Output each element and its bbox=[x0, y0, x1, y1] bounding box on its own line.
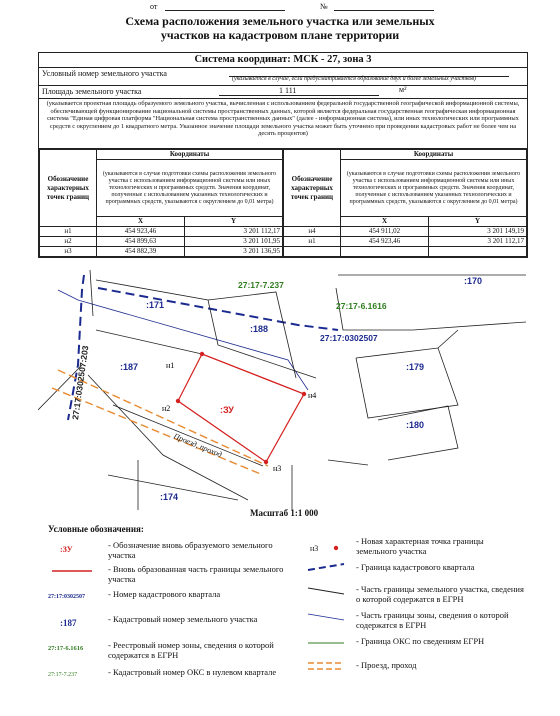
parcel-174: :174 bbox=[160, 492, 179, 502]
legend-zu-symbol: :ЗУ bbox=[60, 545, 73, 554]
col-point-header-right: Обозначение характерных точек границ bbox=[284, 150, 341, 227]
col-point-header: Обозначение характерных точек границ bbox=[40, 150, 97, 227]
coord-system: Система координат: МСК - 27, зона 3 bbox=[39, 53, 527, 68]
road-label: Проезд, проход bbox=[172, 431, 224, 460]
table-row: н2 454 899,63 3 201 101,95 bbox=[40, 237, 283, 247]
legend-point-symbol: н3 bbox=[310, 544, 319, 553]
from-label: от bbox=[150, 2, 158, 11]
table-row: н1 454 923,46 3 201 112,17 bbox=[284, 237, 527, 247]
col-y-header-right: Y bbox=[429, 217, 527, 227]
legend-new-boundary-text: - Вновь образованная часть границы земельного участка bbox=[108, 564, 284, 584]
col-x-header: X bbox=[97, 217, 185, 227]
page-title bbox=[0, 14, 560, 42]
parcel-171: :171 bbox=[146, 300, 165, 310]
legend-oks-boundary-text: - Граница ОКС по сведениям ЕГРН bbox=[356, 636, 485, 646]
area-value: 1 111 bbox=[279, 86, 297, 95]
legend-point-icon bbox=[324, 540, 344, 560]
oks-label: 27:17-7.237 bbox=[238, 280, 284, 290]
parcel-180: :180 bbox=[406, 420, 425, 430]
area-unit: м² bbox=[399, 85, 407, 94]
point-n3 bbox=[264, 460, 268, 464]
quarter-vertical-label: 27:17:0302507:203 bbox=[70, 344, 91, 421]
coords-note: (указываются в случае подготовки схемы расположения земельного участка с использованием информационной системы или иных технологических и программных средств. Значения координат, полученные с использованием указанных технологических и программных средств, указываются с округлением до 0,01 метра) bbox=[97, 160, 283, 217]
col-coords-header: Координаты bbox=[97, 150, 283, 160]
parcel-187: :187 bbox=[120, 362, 139, 372]
number-label: № bbox=[320, 2, 328, 11]
table-row: н3 454 882,39 3 201 136,95 bbox=[40, 247, 283, 257]
point-n1 bbox=[200, 352, 204, 356]
legend-oks-boundary-icon bbox=[306, 638, 346, 648]
legend-road-text: - Проезд, проход bbox=[356, 660, 417, 670]
parcel-188: :188 bbox=[250, 324, 269, 334]
from-line bbox=[165, 10, 285, 11]
parcel-179: :179 bbox=[406, 362, 425, 372]
table-row: н1 454 923,46 3 201 112,17 bbox=[40, 227, 283, 237]
legend-parcel-text: - Кадастровый номер земельного участка bbox=[108, 614, 258, 624]
area-row bbox=[39, 86, 527, 99]
area-note: (указывается проектная площадь образуемого земельного участка, вычисленная с использованием федеральной государственной географической информационной системы, обеспечивающей функционирование национальной системы пространственных данных, которой является федеральная государственная географическая информационная система "Единая цифровая платформа "Национальная система пространственных данных" (далее - информационная система), или иных технологических или программных средств с округлением до 1 квадратного метра. Указанное значение площади земельного участка может быть уточнено при проведении кадастровых работ не более чем на десять процентов) bbox=[39, 99, 527, 149]
legend bbox=[38, 524, 526, 704]
cadastral-map bbox=[38, 270, 526, 510]
col-y-header: Y bbox=[185, 217, 283, 227]
conditional-number-label: Условный номер земельного участка bbox=[42, 69, 167, 78]
title-line-1: Схема расположения земельного участка или земельных bbox=[125, 14, 435, 28]
legend-zu-text: - Обозначение вновь образуемого земельного участка bbox=[108, 540, 273, 560]
legend-point-text: - Новая характерная точка границы земельного участка bbox=[356, 536, 484, 556]
legend-zone-text: - Реестровый номер зоны, сведения о которой содержатся в ЕГРН bbox=[108, 640, 274, 660]
zu-label: :ЗУ bbox=[220, 405, 234, 415]
quarter-boundary-top bbox=[98, 288, 338, 330]
conditional-number-row bbox=[39, 68, 527, 86]
road-line-2 bbox=[52, 388, 263, 475]
legend-new-boundary-icon bbox=[52, 568, 92, 574]
legend-parcel-boundary-text: - Часть границы земельного участка, сведения о которой содержатся в ЕГРН bbox=[356, 584, 524, 604]
col-x-header-right: X bbox=[341, 217, 429, 227]
label-n1: н1 bbox=[166, 361, 175, 370]
area-underline bbox=[219, 95, 379, 96]
point-n4 bbox=[302, 392, 306, 396]
new-parcel-edge bbox=[202, 354, 304, 394]
col-coords-header-right: Координаты bbox=[341, 150, 527, 160]
label-n4: н4 bbox=[308, 391, 317, 400]
legend-road-icon bbox=[306, 660, 346, 672]
legend-quarter-text: - Номер кадастрового квартала bbox=[108, 589, 221, 599]
legend-quarter-boundary-text: - Граница кадастрового квартала bbox=[356, 562, 475, 572]
road-line-1 bbox=[58, 370, 268, 466]
quarter-label: 27:17:0302507 bbox=[320, 333, 378, 343]
label-n2: н2 bbox=[162, 404, 171, 413]
parcel-boundaries bbox=[38, 270, 526, 510]
coords-table-right bbox=[283, 149, 527, 257]
zone-label: 27:17-6.1616 bbox=[336, 301, 387, 311]
legend-zone-boundary-icon bbox=[306, 612, 346, 622]
legend-oks-symbol: 27:17-7.237 bbox=[48, 672, 78, 678]
title-line-2: участков на кадастровом плане территории bbox=[160, 28, 400, 42]
info-box bbox=[38, 52, 528, 258]
map-scale: Масштаб 1:1 000 bbox=[250, 508, 319, 518]
legend-zone-boundary-text: - Часть границы зоны, сведения о которой содержатся в ЕГРН bbox=[356, 610, 509, 630]
legend-parcel-boundary-icon bbox=[306, 586, 346, 596]
point-n2 bbox=[176, 399, 180, 403]
coordinates-tables bbox=[39, 149, 527, 257]
legend-oks-text: - Кадастровый номер ОКС в нулевом квартале bbox=[108, 667, 277, 677]
label-n3: н3 bbox=[273, 464, 282, 473]
legend-zone-symbol: 27:17-6.1616 bbox=[48, 645, 84, 652]
parcel-170: :170 bbox=[464, 276, 483, 286]
legend-quarter-symbol: 27:17:0302507 bbox=[48, 594, 85, 600]
legend-quarter-boundary-icon bbox=[306, 562, 346, 572]
legend-parcel-symbol: :187 bbox=[60, 618, 77, 628]
number-line bbox=[334, 10, 434, 11]
zone-boundary bbox=[58, 290, 308, 390]
table-row: н4 454 911,02 3 201 149,19 bbox=[284, 227, 527, 237]
coords-note-right: (указываются в случае подготовки схемы расположения земельного участка с использованием информационной системы или иных технологических и программных средств. Значения координат, полученные с использованием указанных технологических и программных средств, указываются с округлением до 0,01 метра) bbox=[341, 160, 527, 217]
conditional-number-note: (указывается в случае, если предусматривается образование двух и более земельных участков) bbox=[231, 76, 477, 82]
coords-table-left bbox=[39, 149, 283, 257]
legend-title: Условные обозначения: bbox=[48, 524, 144, 534]
area-label: Площадь земельного участка bbox=[42, 87, 142, 96]
